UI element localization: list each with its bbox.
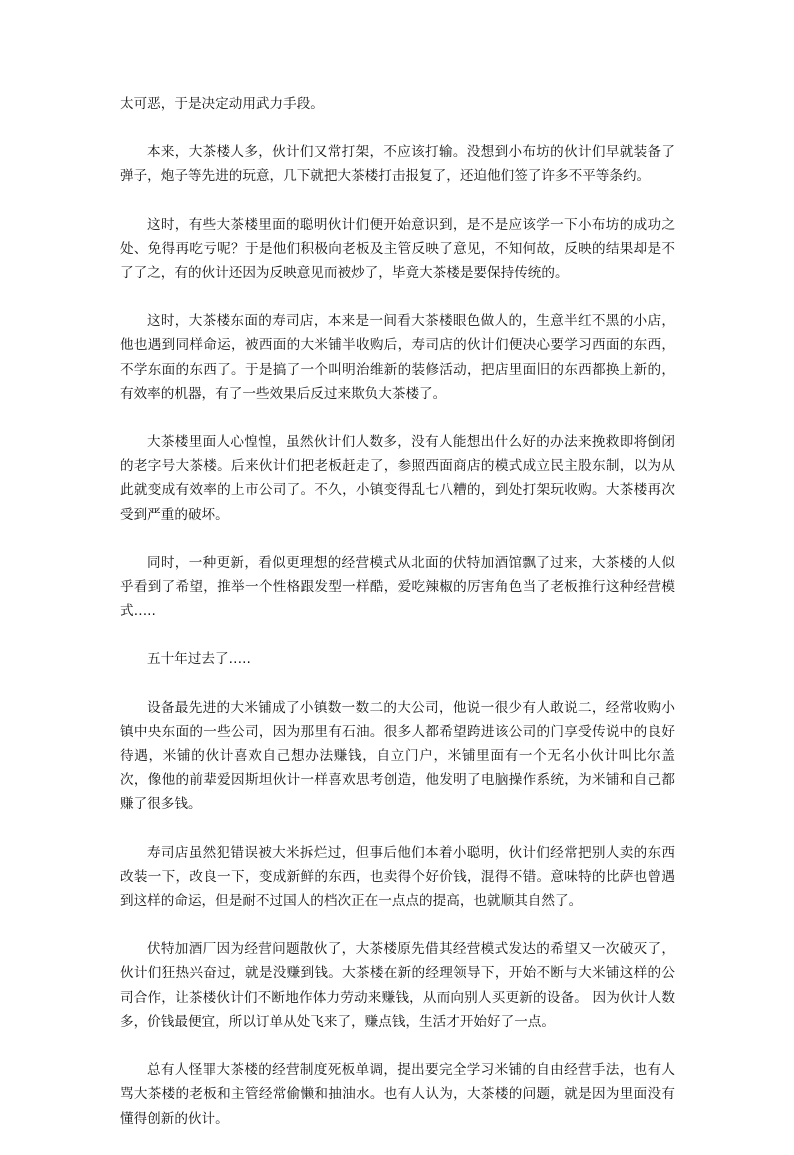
document-body bbox=[120, 92, 675, 1155]
paragraph: 这时，有些大茶楼里面的聪明伙计们便开始意识到，是不是应该学一下小布坊的成功之处、免得再吃亏呢？于是他们积极向老板及主管反映了意见，不知何故，反映的结果却是不了了之，有的伙计还因为反映意见而被炒了，毕竟大茶楼是要保持传统的。 bbox=[120, 216, 675, 282]
paragraph: 寿司店虽然犯错误被大米拆烂过，但事后他们本着小聪明，伙计们经常把别人卖的东西改装一下，改良一下，变成新鲜的东西，也卖得个好价钱，混得不错。意味特的比萨也曾遇到这样的命运，但是耐不过国人的档次正在一点点的提高，也就顺其自然了。 bbox=[120, 844, 675, 910]
paragraph: 伏特加酒厂因为经营问题散伙了，大茶楼原先借其经营模式发达的希望又一次破灭了，伙计们狂热兴奋过，就是没赚到钱。大茶楼在新的经理领导下，开始不断与大米铺这样的公司合作，让茶楼伙计们不断地作体力劳动来赚钱，从而向别人买更新的设备。 因为伙计人数多，价钱最便宜，所以订单从处飞来了，赚点钱，生活才开始好了一点。 bbox=[120, 941, 675, 1030]
paragraph: 这时，大茶楼东面的寿司店，本来是一间看大茶楼眼色做人的，生意半红不黑的小店，他也遇到同样命运，被西面的大米铺半收购后，寿司店的伙计们便决心要学习西面的东西，不学东面的东西了。于是搞了一个叫明治维新的装修活动，把店里面旧的东西都换上新的，有效率的机器，有了一些效果后反过来欺负大茶楼了。 bbox=[120, 313, 675, 402]
paragraph: 同时，一种更新，看似更理想的经营模式从北面的伏特加酒馆飘了过来，大茶楼的人似乎看到了希望，推举一个性格跟发型一样酷，爱吃辣椒的厉害角色当了老板推行这种经营模式….. bbox=[120, 554, 675, 620]
paragraph: 设备最先进的大米铺成了小镇数一数二的大公司，他说一很少有人敢说二，经常收购小镇中央东面的一些公司，因为那里有石油。很多人都希望跨进该公司的门享受传说中的良好待遇，米铺的伙计喜欢自己想办法赚钱，自立门户，米铺里面有一个无名小伙计叫比尔盖次，像他的前辈爱因斯坦伙计一样喜欢思考创造，他发明了电脑操作系统，为米铺和自己都赚了很多钱。 bbox=[120, 699, 675, 813]
paragraph: 本来，大茶楼人多，伙计们又常打架，不应该打输。没想到小布坊的伙计们早就装备了弹子，炮子等先进的玩意，几下就把大茶楼打击报复了，还迫他们签了许多不平等条约。 bbox=[120, 144, 675, 185]
paragraph: 总有人怪罪大茶楼的经营制度死板单调，提出要完全学习米铺的自由经营手法，也有人骂大茶楼的老板和主管经常偷懒和抽油水。也有人认为，大茶楼的问题，就是因为里面没有懂得创新的伙计。 bbox=[120, 1062, 675, 1127]
paragraph: 五十年过去了….. bbox=[147, 651, 251, 668]
paragraph: 太可恶，于是决定动用武力手段。 bbox=[120, 96, 324, 112]
paragraph: 大茶楼里面人心惶惶，虽然伙计们人数多，没有人能想出什么好的办法来挽救即将倒闭的老字号大茶楼。后来伙计们把老板赶走了，参照西面商店的模式成立民主股东制，以为从此就变成有效率的上市公司了。不久，小镇变得乱七八糟的，到处打架玩收购。大茶楼再次受到严重的破坏。 bbox=[120, 434, 675, 523]
